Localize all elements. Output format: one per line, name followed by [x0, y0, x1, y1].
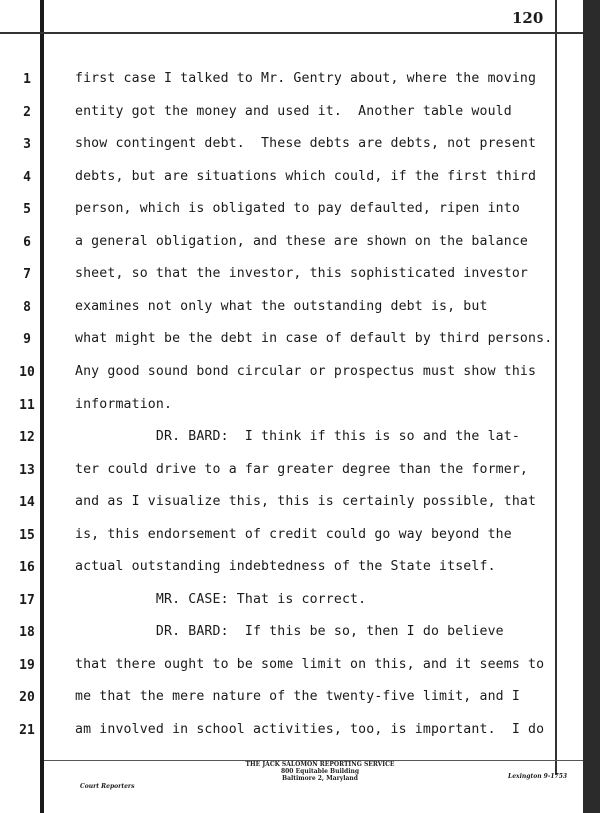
line-number: 3: [23, 137, 31, 153]
footer-address-line2: Baltimore 2, Maryland: [282, 775, 358, 782]
transcript-line: me that the mere nature of the twenty-five limit, and I: [75, 689, 520, 705]
line-number: 6: [23, 234, 31, 250]
line-number: 4: [23, 169, 31, 185]
transcript-line: and as I visualize this, this is certainly possible, that: [75, 494, 537, 510]
transcript-line: sheet, so that the investor, this sophisticated investor: [75, 266, 529, 282]
line-number: 1: [23, 72, 31, 87]
footer-court-reporters: Court Reporters: [80, 783, 135, 790]
transcript-line: am involved in school activities, too, is important. I do: [75, 722, 545, 737]
transcript-line: actual outstanding indebtedness of the State itself.: [75, 559, 496, 575]
line-number: 10: [19, 364, 35, 380]
transcript-line: person, which is obligated to pay defaulted, ripen into: [75, 201, 520, 217]
transcript-line: a general obligation, and these are shown on the balance: [75, 233, 529, 249]
scan-edge: [583, 0, 600, 813]
header-rule: [0, 32, 583, 34]
transcript-line: MR. CASE: That is correct.: [75, 591, 367, 607]
line-number: 5: [23, 202, 31, 218]
line-number: 12: [19, 430, 35, 446]
transcript-line: debts, but are situations which could, if the first third: [75, 168, 537, 184]
page-number: 120: [512, 9, 544, 27]
transcript-line: examines not only what the outstanding debt is, but: [75, 298, 488, 314]
footer-reporting-service: [200, 761, 440, 782]
line-number: 9: [23, 332, 31, 348]
line-number: 21: [19, 723, 35, 738]
transcript-line: ter could drive to a far greater degree than the former,: [75, 461, 529, 477]
line-number: 11: [19, 397, 35, 413]
transcript-line: what might be the debt in case of default by third persons.: [75, 331, 553, 347]
line-number: 7: [23, 267, 31, 283]
line-number: 14: [19, 495, 35, 511]
line-number: 17: [19, 592, 35, 608]
transcript-line: that there ought to be some limit on this, and it seems to: [75, 656, 545, 672]
line-number: 2: [23, 104, 31, 120]
transcript-line: first case I talked to Mr. Gentry about, where the moving: [75, 71, 537, 86]
footer-address-line1: 800 Equitable Building: [280, 768, 360, 775]
left-margin-rule: [40, 0, 44, 813]
transcript-line: entity got the money and used it. Another table would: [75, 103, 512, 119]
footer-service-name: THE JACK SALOMON REPORTING SERVICE: [245, 761, 395, 768]
line-number: 16: [19, 560, 35, 576]
transcript-line: is, this endorsement of credit could go way beyond the: [75, 526, 512, 542]
line-number: 20: [19, 690, 35, 706]
right-margin-rule: [555, 0, 557, 775]
line-number: 19: [19, 657, 35, 673]
transcript-line: show contingent debt. These debts are debts, not present: [75, 136, 537, 152]
transcript-line: information.: [75, 396, 173, 412]
transcript-line: Any good sound bond circular or prospectus must show this: [75, 363, 537, 379]
line-number: 18: [19, 625, 35, 641]
transcript-line: DR. BARD: I think if this is so and the lat-: [75, 429, 520, 445]
line-number: 13: [19, 462, 35, 478]
footer-phone: Lexington 9-1753: [508, 773, 568, 780]
line-number: 15: [19, 527, 35, 543]
transcript-line: DR. BARD: If this be so, then I do believe: [75, 624, 504, 640]
line-number: 8: [23, 299, 31, 315]
